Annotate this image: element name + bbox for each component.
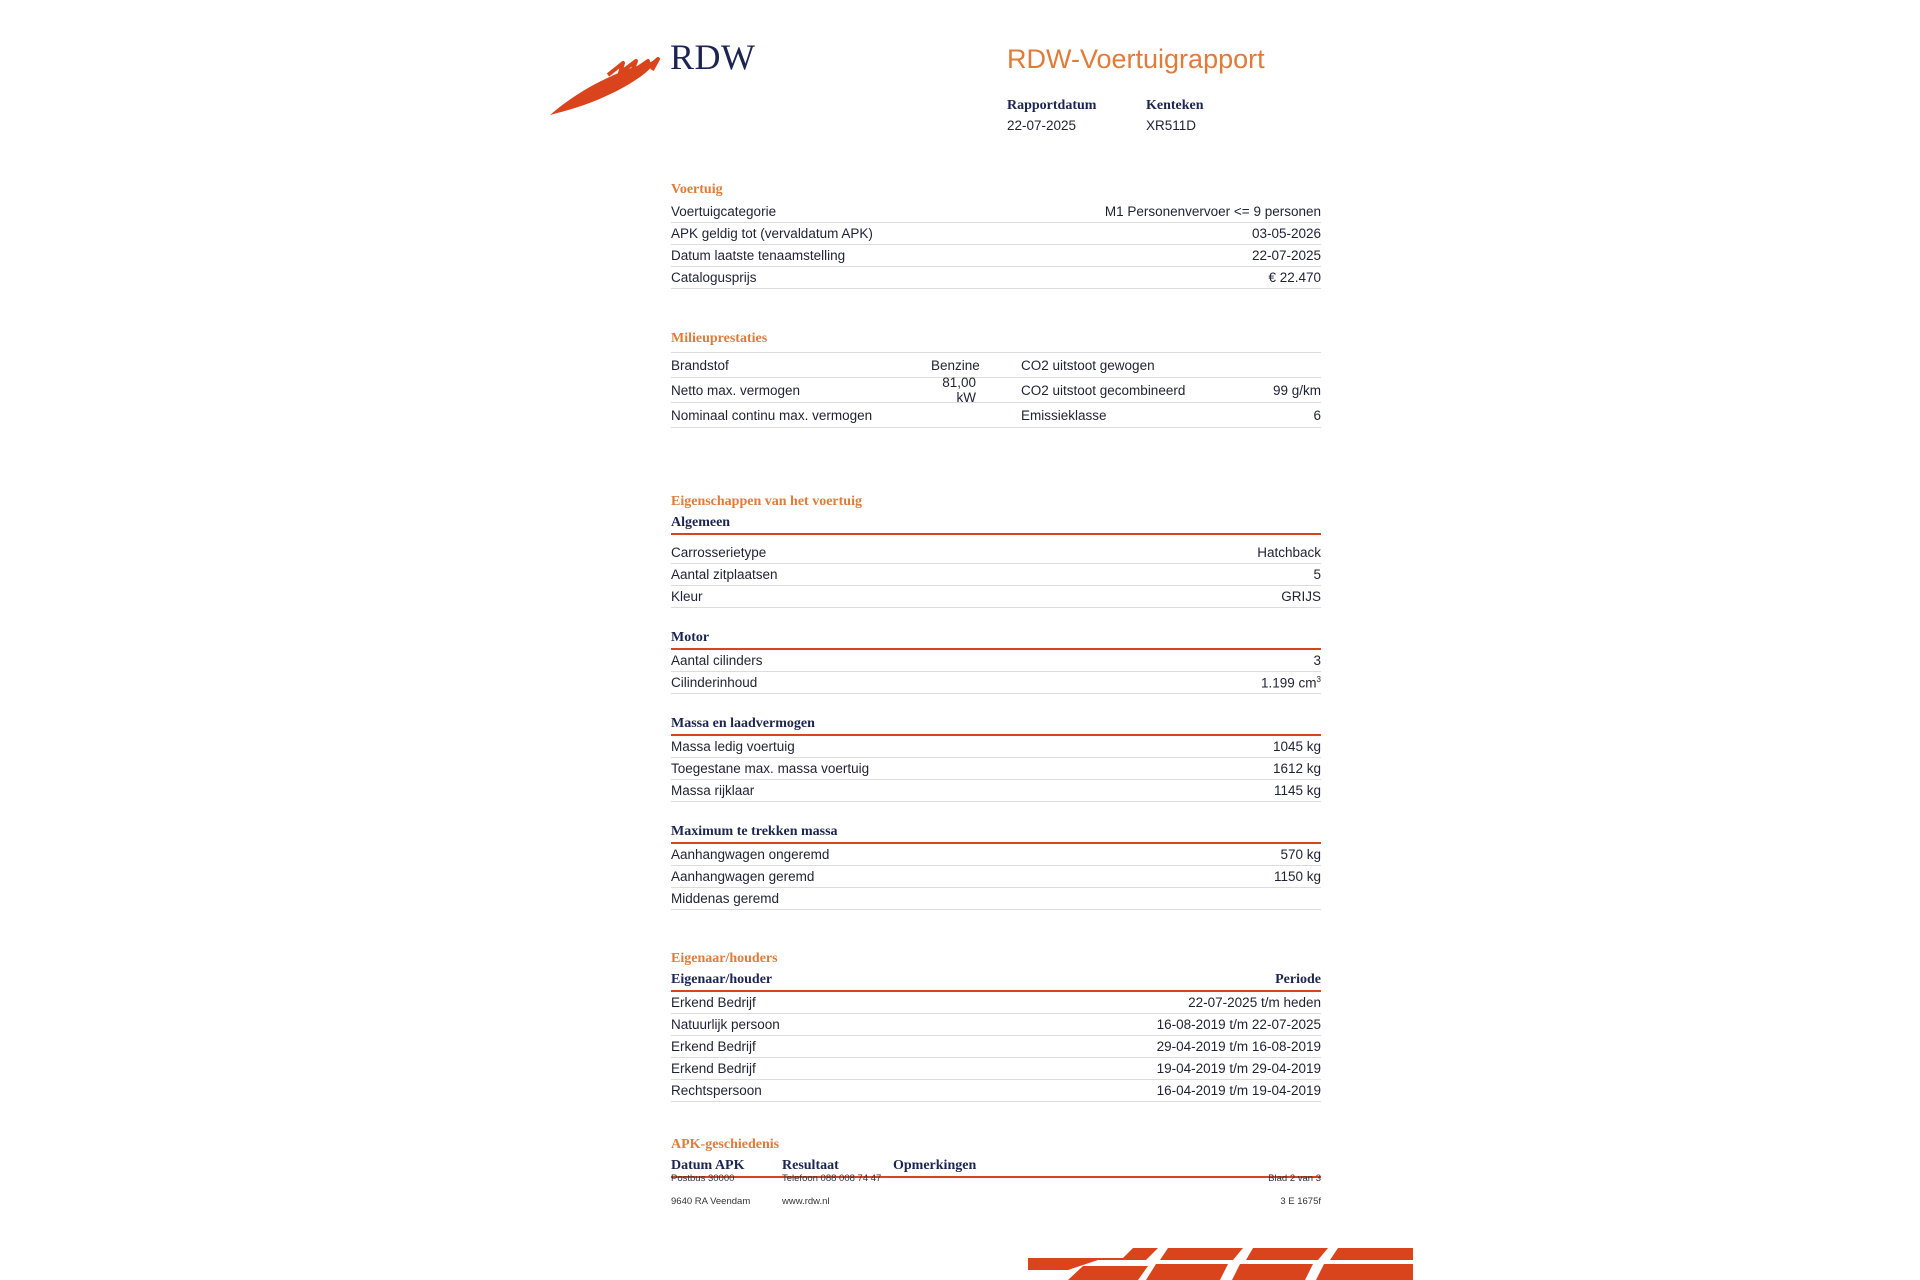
row-value: 03-05-2026 — [1251, 226, 1321, 241]
footer-code: 3 E 1675f — [1280, 1196, 1321, 1207]
row-value: 29-04-2019 t/m 16-08-2019 — [1156, 1039, 1321, 1054]
row-label: Middenas geremd — [671, 891, 780, 906]
report-title: RDW-Voertuigrapport — [1007, 44, 1265, 74]
kenteken-label: Kenteken — [1146, 98, 1204, 113]
row-label: Aantal cilinders — [671, 653, 763, 668]
section-title: Voertuig — [671, 182, 723, 197]
row-value: 1045 kg — [1272, 739, 1321, 754]
row-value: M1 Personenvervoer <= 9 personen — [1104, 204, 1321, 219]
row-label: Catalogusprijs — [671, 270, 757, 285]
section-milieuprestaties — [671, 328, 1321, 428]
table-row — [671, 403, 1321, 428]
brand-name: RDW — [670, 37, 756, 77]
table-row — [671, 888, 1321, 910]
table-row — [671, 267, 1321, 289]
row-value: 22-07-2025 — [1251, 248, 1321, 263]
row-label: Massa rijklaar — [671, 783, 755, 798]
row-label: Erkend Bedrijf — [671, 1061, 756, 1076]
section-title: APK-geschiedenis — [671, 1137, 780, 1152]
row-label: Toegestane max. massa voertuig — [671, 761, 870, 776]
table-row — [671, 758, 1321, 780]
row-label: Nominaal continu max. vermogen — [671, 407, 873, 423]
row-label: Erkend Bedrijf — [671, 995, 756, 1010]
row-value: 1150 kg — [1273, 869, 1321, 884]
table-row — [671, 1014, 1321, 1036]
rapportdatum-label: Rapportdatum — [1007, 98, 1097, 113]
table-row — [671, 780, 1321, 802]
decorative-stripes-icon — [1028, 1246, 1413, 1280]
row-label: Carrosserietype — [671, 545, 767, 560]
row-value: 16-08-2019 t/m 22-07-2025 — [1156, 1017, 1321, 1032]
row-label: CO2 uitstoot gewogen — [1021, 357, 1155, 373]
row-value: 1.199 cm — [1261, 675, 1317, 691]
row-value: 1612 kg — [1272, 761, 1321, 776]
col-owner: Eigenaar/houder — [671, 972, 773, 987]
table-row — [671, 736, 1321, 758]
section-title: Eigenschappen van het voertuig — [671, 494, 862, 509]
row-label: Voertuigcategorie — [671, 204, 777, 219]
row-value: Benzine — [931, 357, 980, 373]
table-row — [671, 223, 1321, 245]
table-row — [671, 353, 1321, 378]
section-eigenschappen — [671, 491, 1321, 910]
row-value: Hatchback — [1257, 545, 1321, 560]
footer-line-1 — [671, 1173, 1321, 1187]
row-label: Aanhangwagen ongeremd — [671, 847, 830, 862]
row-value: 16-04-2019 t/m 19-04-2019 — [1156, 1083, 1321, 1098]
col-opmerkingen: Opmerkingen — [893, 1158, 977, 1173]
row-label: Cilinderinhoud — [671, 675, 758, 690]
section-title: Eigenaar/houders — [671, 951, 778, 966]
table-row — [671, 564, 1321, 586]
table-row — [671, 201, 1321, 223]
row-value: 6 — [1313, 407, 1321, 423]
table-row — [671, 375, 1321, 405]
footer-telefoon: Telefoon 088 008 74 47 — [782, 1173, 882, 1184]
meta-rapportdatum — [1007, 98, 1096, 133]
col-resultaat: Resultaat — [782, 1158, 839, 1173]
row-value: GRIJS — [1281, 589, 1321, 604]
row-value: 1145 kg — [1273, 783, 1321, 798]
row-label: Emissieklasse — [1021, 407, 1107, 423]
footer-address: 9640 RA Veendam — [671, 1196, 751, 1207]
subsection-title-trekken: Maximum te trekken massa — [671, 822, 1321, 844]
owner-table-header — [671, 970, 1321, 992]
row-label: Aantal zitplaatsen — [671, 567, 778, 582]
subsection-title-massa: Massa en laadvermogen — [671, 714, 1321, 736]
footer-website-link[interactable]: www.rdw.nl — [782, 1196, 830, 1207]
row-label: Brandstof — [671, 357, 729, 373]
table-row — [671, 586, 1321, 608]
table-row — [671, 866, 1321, 888]
subsection-title-algemeen: Algemeen — [671, 513, 1321, 535]
table-row — [671, 1036, 1321, 1058]
footer-postbus: Postbus 30000 — [671, 1173, 735, 1184]
table-row — [671, 672, 1321, 694]
section-apk — [671, 1134, 1321, 1178]
table-row — [671, 245, 1321, 267]
row-label: Natuurlijk persoon — [671, 1017, 780, 1032]
row-value: 5 — [1313, 567, 1321, 582]
row-value: 22-07-2025 t/m heden — [1188, 995, 1321, 1010]
col-datum: Datum APK — [671, 1158, 745, 1173]
row-label: Erkend Bedrijf — [671, 1039, 756, 1054]
row-value: 19-04-2019 t/m 29-04-2019 — [1156, 1061, 1321, 1076]
table-row — [671, 1058, 1321, 1080]
row-label: Aanhangwagen geremd — [671, 869, 815, 884]
row-label: Rechtspersoon — [671, 1083, 762, 1098]
rdw-logo-icon — [548, 55, 660, 117]
row-label: Netto max. vermogen — [671, 382, 801, 398]
row-label: Massa ledig voertuig — [671, 739, 795, 754]
table-row — [671, 992, 1321, 1014]
row-label: CO2 uitstoot gecombineerd — [1021, 382, 1186, 398]
unit-superscript: 3 — [1316, 674, 1321, 684]
kenteken-value: XR511D — [1146, 118, 1197, 133]
section-eigenaar — [671, 948, 1321, 1102]
col-period: Periode — [1275, 972, 1321, 987]
meta-kenteken — [1146, 98, 1204, 133]
row-label: APK geldig tot (vervaldatum APK) — [671, 226, 873, 241]
row-value: 81,00 kW — [942, 375, 976, 405]
row-label: Datum laatste tenaamstelling — [671, 248, 846, 263]
subsection-title-motor: Motor — [671, 628, 1321, 650]
table-row — [671, 542, 1321, 564]
footer-line-2 — [671, 1196, 1321, 1210]
row-value: € 22.470 — [1268, 270, 1321, 285]
rapportdatum-value: 22-07-2025 — [1007, 118, 1077, 133]
section-voertuig — [671, 179, 1321, 289]
table-row — [671, 844, 1321, 866]
row-value: 99 g/km — [1272, 382, 1321, 398]
row-label: Kleur — [671, 589, 703, 604]
row-value-with-unit — [1261, 675, 1321, 691]
footer-page-number: Blad 2 van 3 — [1268, 1173, 1321, 1184]
table-row — [671, 650, 1321, 672]
section-title: Milieuprestaties — [671, 328, 1321, 353]
row-value: 570 kg — [1280, 847, 1321, 862]
row-value: 3 — [1313, 653, 1321, 668]
table-row — [671, 1080, 1321, 1102]
